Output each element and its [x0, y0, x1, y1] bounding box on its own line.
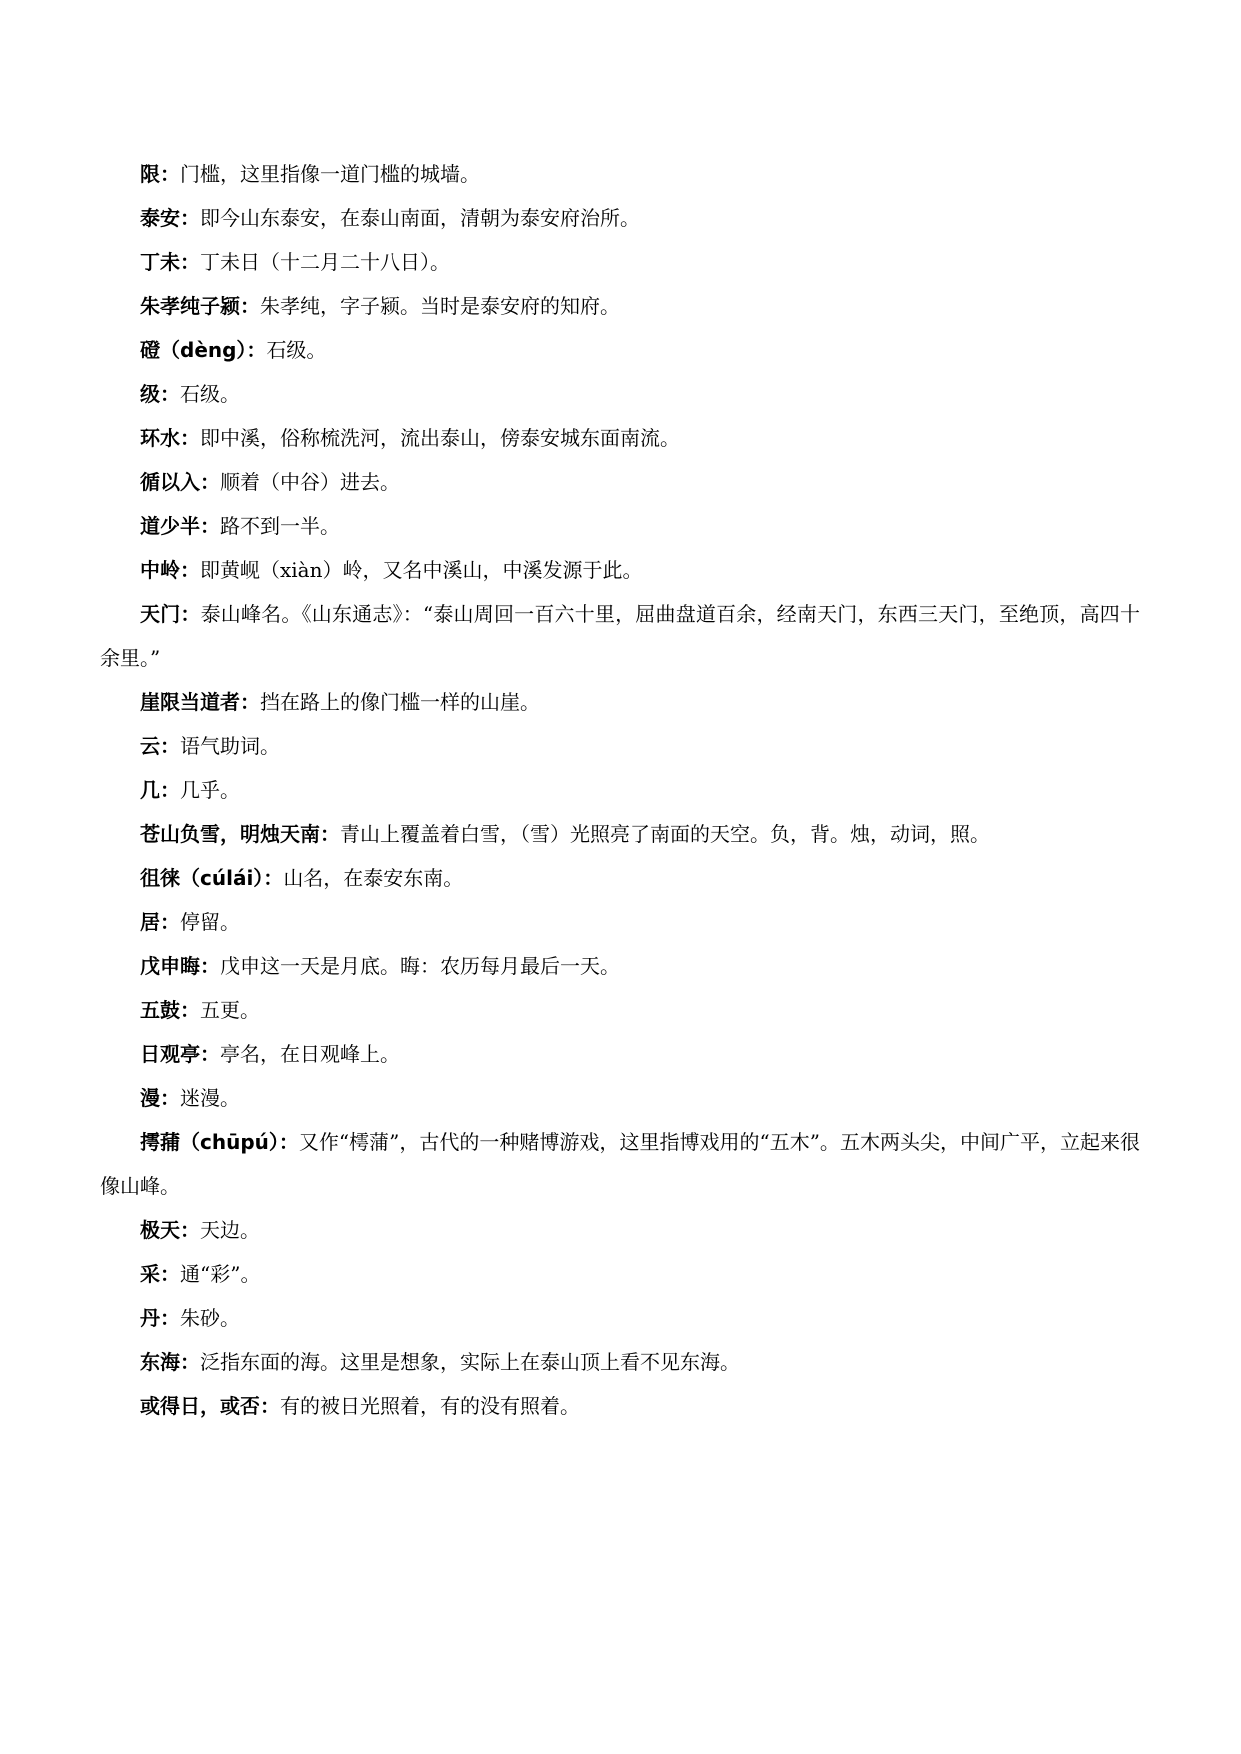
annotation-definition: 石级。 — [180, 382, 240, 406]
annotation-definition: 朱孝纯，字子颍。当时是泰安府的知府。 — [260, 294, 620, 318]
annotation-term: 徂徕（cúlái）： — [140, 866, 284, 890]
annotation-entry — [100, 768, 1140, 812]
annotation-definition: 山名，在泰安东南。 — [283, 866, 464, 890]
annotation-entry — [100, 284, 1140, 328]
annotation-term: 级： — [140, 382, 180, 406]
annotation-term: 东海： — [140, 1350, 200, 1374]
annotation-list — [100, 152, 1140, 1428]
annotation-entry — [100, 152, 1140, 196]
annotation-term: 摴蒱（chūpú）： — [140, 1130, 299, 1154]
annotation-definition: 青山上覆盖着白雪，（雪）光照亮了南面的天空。负，背。烛，动词，照。 — [340, 822, 990, 846]
annotation-entry — [100, 1120, 1140, 1208]
annotation-term: 几： — [140, 778, 180, 802]
annotation-entry — [100, 372, 1140, 416]
annotation-term: 居： — [140, 910, 180, 934]
annotation-definition: 又作“樗蒲”，古代的一种赌博游戏，这里指博戏用的“五木”。五木两头尖，中间广平，立起来很像山峰。 — [100, 1130, 1140, 1198]
annotation-definition: 有的被日光照着，有的没有照着。 — [280, 1394, 580, 1418]
annotation-definition: 天边。 — [200, 1218, 260, 1242]
annotation-term: 日观亭： — [140, 1042, 220, 1066]
annotation-entry — [100, 1384, 1140, 1428]
annotation-entry — [100, 1032, 1140, 1076]
annotation-entry — [100, 196, 1140, 240]
annotation-term: 戊申晦： — [140, 954, 220, 978]
annotation-definition: 即中溪，俗称梳洗河，流出泰山，傍泰安城东面南流。 — [200, 426, 680, 450]
annotation-entry — [100, 1340, 1140, 1384]
annotation-definition: 顺着（中谷）进去。 — [220, 470, 400, 494]
annotation-term: 苍山负雪，明烛天南： — [140, 822, 340, 846]
annotation-entry — [100, 944, 1140, 988]
annotation-definition: 泰山峰名。《山东通志》：“泰山周回一百六十里，屈曲盘道百余，经南天门，东西三天门，至绝顶，高四十余里。” — [100, 602, 1140, 670]
annotation-entry — [100, 680, 1140, 724]
annotation-definition: 通“彩”。 — [180, 1262, 261, 1286]
annotation-definition: 丁未日（十二月二十八日）。 — [200, 250, 450, 274]
annotation-term: 道少半： — [140, 514, 220, 538]
annotation-definition: 即黄岘（xiàn）岭，又名中溪山，中溪发源于此。 — [200, 558, 643, 582]
annotation-term: 朱孝纯子颍： — [140, 294, 260, 318]
annotation-term: 磴（dèng）： — [140, 338, 267, 362]
annotation-term: 或得日，或否： — [140, 1394, 280, 1418]
annotation-term: 漫： — [140, 1086, 180, 1110]
annotation-term: 丁未： — [140, 250, 200, 274]
annotation-term: 崖限当道者： — [140, 690, 260, 714]
annotation-definition: 戊申这一天是月底。晦：农历每月最后一天。 — [220, 954, 620, 978]
annotation-term: 循以入： — [140, 470, 220, 494]
annotation-definition: 亭名，在日观峰上。 — [220, 1042, 400, 1066]
annotation-entry — [100, 724, 1140, 768]
annotation-entry — [100, 1296, 1140, 1340]
annotation-entry — [100, 1076, 1140, 1120]
annotation-definition: 泛指东面的海。这里是想象，实际上在泰山顶上看不见东海。 — [200, 1350, 740, 1374]
annotation-term: 云： — [140, 734, 180, 758]
annotation-term: 极天： — [140, 1218, 200, 1242]
annotation-definition: 语气助词。 — [180, 734, 280, 758]
annotation-definition: 停留。 — [180, 910, 240, 934]
annotation-definition: 路不到一半。 — [220, 514, 340, 538]
annotation-definition: 即今山东泰安，在泰山南面，清朝为泰安府治所。 — [200, 206, 640, 230]
annotation-term: 环水： — [140, 426, 200, 450]
annotation-definition: 朱砂。 — [180, 1306, 240, 1330]
annotation-entry — [100, 1252, 1140, 1296]
annotation-term: 泰安： — [140, 206, 200, 230]
annotation-term: 限： — [140, 162, 180, 186]
annotation-entry — [100, 504, 1140, 548]
annotation-definition: 石级。 — [266, 338, 327, 362]
annotation-definition: 挡在路上的像门槛一样的山崖。 — [260, 690, 540, 714]
annotation-entry — [100, 900, 1140, 944]
annotation-term: 五鼓： — [140, 998, 200, 1022]
annotation-entry — [100, 460, 1140, 504]
annotation-definition: 门槛，这里指像一道门槛的城墙。 — [180, 162, 480, 186]
annotation-definition: 五更。 — [200, 998, 260, 1022]
annotation-entry — [100, 1208, 1140, 1252]
annotation-entry — [100, 856, 1140, 900]
annotation-entry — [100, 812, 1140, 856]
annotation-entry — [100, 988, 1140, 1032]
annotation-entry — [100, 592, 1140, 680]
annotation-definition: 几乎。 — [180, 778, 240, 802]
annotation-entry — [100, 240, 1140, 284]
annotation-term: 采： — [140, 1262, 180, 1286]
annotation-term: 天门： — [140, 602, 201, 626]
annotation-definition: 迷漫。 — [180, 1086, 240, 1110]
annotation-entry — [100, 548, 1140, 592]
annotation-entry — [100, 416, 1140, 460]
annotation-term: 中岭： — [140, 558, 200, 582]
annotation-term: 丹： — [140, 1306, 180, 1330]
annotation-entry — [100, 328, 1140, 372]
